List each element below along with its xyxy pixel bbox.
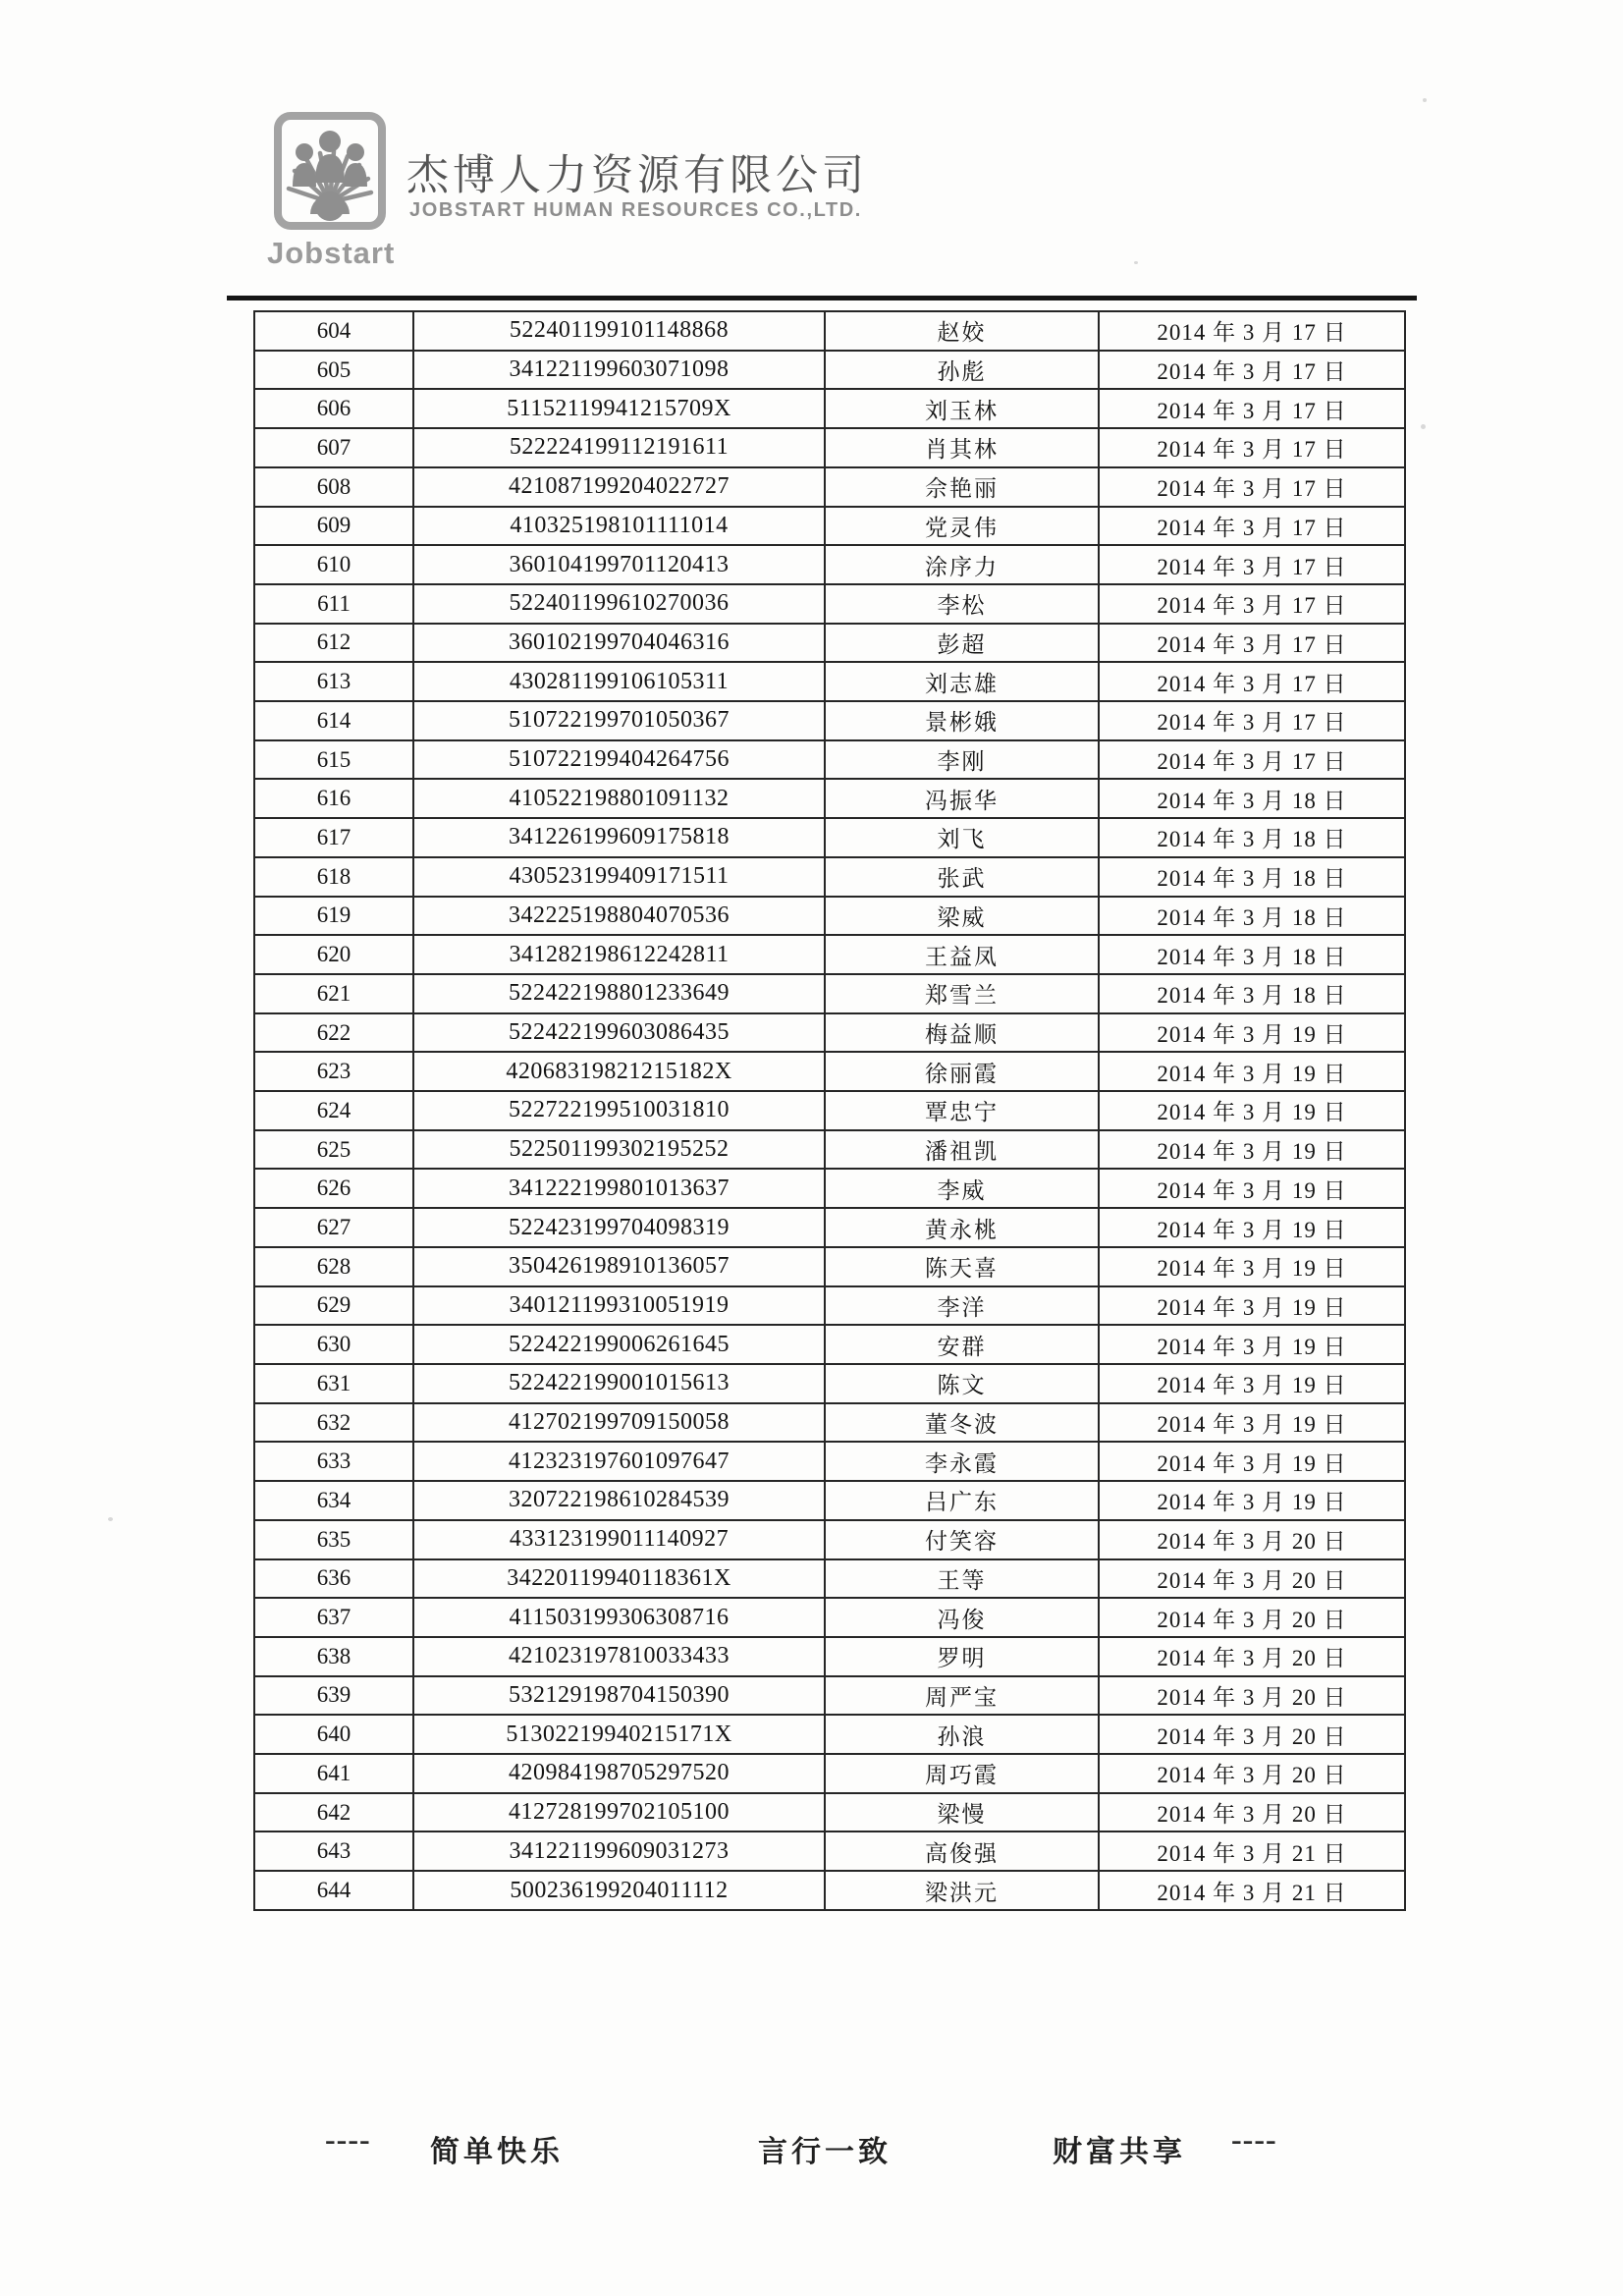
id-number-cell: 350426198910136057: [413, 1247, 825, 1286]
row-number-cell: 631: [254, 1364, 413, 1403]
name-cell: 佘艳丽: [825, 467, 1099, 507]
table-row: [254, 1364, 1405, 1403]
id-number-cell: 412728199702105100: [413, 1793, 825, 1832]
row-number-cell: 637: [254, 1598, 413, 1637]
table-row: [254, 1559, 1405, 1599]
date-cell: 2014 年 3 月 19 日: [1099, 1130, 1405, 1170]
id-number-cell: 522422199001015613: [413, 1364, 825, 1403]
scan-speck: [1423, 98, 1427, 102]
table-row: [254, 1442, 1405, 1481]
date-cell: 2014 年 3 月 21 日: [1099, 1871, 1405, 1910]
table-row: [254, 624, 1405, 663]
date-cell: 2014 年 3 月 19 日: [1099, 1091, 1405, 1130]
date-cell: 2014 年 3 月 17 日: [1099, 507, 1405, 546]
name-cell: 彭超: [825, 624, 1099, 663]
date-cell: 2014 年 3 月 18 日: [1099, 897, 1405, 936]
table-row: [254, 1091, 1405, 1130]
name-cell: 陈天喜: [825, 1247, 1099, 1286]
table-row: [254, 507, 1405, 546]
row-number-cell: 634: [254, 1481, 413, 1520]
name-cell: 刘志雄: [825, 662, 1099, 701]
row-number-cell: 627: [254, 1208, 413, 1247]
table-row: [254, 311, 1405, 351]
id-number-cell: 522422199006261645: [413, 1325, 825, 1364]
row-number-cell: 624: [254, 1091, 413, 1130]
table-row: [254, 701, 1405, 740]
table-row: [254, 1325, 1405, 1364]
id-number-cell: 342225198804070536: [413, 897, 825, 936]
row-number-cell: 618: [254, 857, 413, 897]
date-cell: 2014 年 3 月 19 日: [1099, 1208, 1405, 1247]
footer-motto-3: 财富共享: [1053, 2136, 1186, 2168]
row-number-cell: 611: [254, 584, 413, 624]
date-cell: 2014 年 3 月 17 日: [1099, 701, 1405, 740]
row-number-cell: 617: [254, 818, 413, 857]
date-cell: 2014 年 3 月 17 日: [1099, 545, 1405, 584]
row-number-cell: 609: [254, 507, 413, 546]
name-cell: 王益凤: [825, 935, 1099, 974]
date-cell: 2014 年 3 月 17 日: [1099, 428, 1405, 467]
name-cell: 李洋: [825, 1286, 1099, 1326]
id-number-cell: 341221199609031273: [413, 1831, 825, 1871]
table-row: [254, 740, 1405, 780]
id-number-cell: 522422198801233649: [413, 974, 825, 1013]
table-row: [254, 935, 1405, 974]
table-row: [254, 351, 1405, 390]
table-row: [254, 897, 1405, 936]
row-number-cell: 610: [254, 545, 413, 584]
row-number-cell: 636: [254, 1559, 413, 1599]
name-cell: 梁威: [825, 897, 1099, 936]
date-cell: 2014 年 3 月 20 日: [1099, 1715, 1405, 1754]
date-cell: 2014 年 3 月 17 日: [1099, 311, 1405, 351]
row-number-cell: 642: [254, 1793, 413, 1832]
table-row: [254, 1598, 1405, 1637]
date-cell: 2014 年 3 月 20 日: [1099, 1676, 1405, 1716]
date-cell: 2014 年 3 月 20 日: [1099, 1637, 1405, 1676]
row-number-cell: 643: [254, 1831, 413, 1871]
name-cell: 党灵伟: [825, 507, 1099, 546]
name-cell: 付笑容: [825, 1520, 1099, 1559]
row-number-cell: 626: [254, 1169, 413, 1208]
id-number-cell: 360102199704046316: [413, 624, 825, 663]
row-number-cell: 615: [254, 740, 413, 780]
horizontal-rule: [227, 296, 1417, 301]
row-number-cell: 623: [254, 1052, 413, 1091]
row-number-cell: 605: [254, 351, 413, 390]
date-cell: 2014 年 3 月 19 日: [1099, 1442, 1405, 1481]
name-cell: 郑雪兰: [825, 974, 1099, 1013]
table-row: [254, 1247, 1405, 1286]
table-row: [254, 974, 1405, 1013]
id-number-cell: 510722199404264756: [413, 740, 825, 780]
row-number-cell: 614: [254, 701, 413, 740]
footer-dash-left: ----: [325, 2121, 371, 2157]
date-cell: 2014 年 3 月 19 日: [1099, 1052, 1405, 1091]
id-number-cell: 522401199101148868: [413, 311, 825, 351]
id-number-cell: 522422199603086435: [413, 1013, 825, 1053]
id-number-cell: 532129198704150390: [413, 1676, 825, 1716]
table-row: [254, 1208, 1405, 1247]
name-cell: 安群: [825, 1325, 1099, 1364]
id-number-cell: 341282198612242811: [413, 935, 825, 974]
jobstart-logo: [273, 112, 387, 232]
id-number-cell: 500236199204011112: [413, 1871, 825, 1910]
id-number-cell: 421087199204022727: [413, 467, 825, 507]
name-cell: 冯振华: [825, 779, 1099, 818]
id-number-cell: 341221199603071098: [413, 351, 825, 390]
date-cell: 2014 年 3 月 19 日: [1099, 1403, 1405, 1443]
row-number-cell: 632: [254, 1403, 413, 1443]
row-number-cell: 628: [254, 1247, 413, 1286]
date-cell: 2014 年 3 月 18 日: [1099, 974, 1405, 1013]
roster-table: [253, 310, 1406, 1911]
row-number-cell: 625: [254, 1130, 413, 1170]
row-number-cell: 641: [254, 1754, 413, 1793]
name-cell: 赵姣: [825, 311, 1099, 351]
roster-table-body: [254, 311, 1405, 1910]
id-number-cell: 51302219940215171X: [413, 1715, 825, 1754]
table-row: [254, 1831, 1405, 1871]
id-number-cell: 34220119940118361X: [413, 1559, 825, 1599]
scan-speck: [1134, 261, 1138, 264]
id-number-cell: 522501199302195252: [413, 1130, 825, 1170]
scan-speck: [1421, 424, 1426, 429]
id-number-cell: 433123199011140927: [413, 1520, 825, 1559]
name-cell: 李威: [825, 1169, 1099, 1208]
row-number-cell: 606: [254, 389, 413, 428]
footer-motto-2: 言行一致: [758, 2136, 892, 2168]
table-row: [254, 1130, 1405, 1170]
name-cell: 刘玉林: [825, 389, 1099, 428]
row-number-cell: 608: [254, 467, 413, 507]
table-row: [254, 1793, 1405, 1832]
row-number-cell: 640: [254, 1715, 413, 1754]
row-number-cell: 612: [254, 624, 413, 663]
id-number-cell: 522224199112191611: [413, 428, 825, 467]
id-number-cell: 430523199409171511: [413, 857, 825, 897]
name-cell: 董冬波: [825, 1403, 1099, 1443]
date-cell: 2014 年 3 月 19 日: [1099, 1364, 1405, 1403]
jobstart-logo-text: Jobstart: [267, 236, 396, 270]
row-number-cell: 638: [254, 1637, 413, 1676]
row-number-cell: 639: [254, 1676, 413, 1716]
row-number-cell: 607: [254, 428, 413, 467]
date-cell: 2014 年 3 月 20 日: [1099, 1793, 1405, 1832]
row-number-cell: 621: [254, 974, 413, 1013]
name-cell: 涂序力: [825, 545, 1099, 584]
date-cell: 2014 年 3 月 17 日: [1099, 389, 1405, 428]
id-number-cell: 42068319821215182X: [413, 1052, 825, 1091]
table-row: [254, 1481, 1405, 1520]
name-cell: 覃忠宁: [825, 1091, 1099, 1130]
date-cell: 2014 年 3 月 21 日: [1099, 1831, 1405, 1871]
id-number-cell: 510722199701050367: [413, 701, 825, 740]
row-number-cell: 635: [254, 1520, 413, 1559]
table-row: [254, 1013, 1405, 1053]
name-cell: 陈文: [825, 1364, 1099, 1403]
date-cell: 2014 年 3 月 18 日: [1099, 779, 1405, 818]
name-cell: 冯俊: [825, 1598, 1099, 1637]
footer-dash-right: ----: [1231, 2121, 1277, 2157]
id-number-cell: 360104199701120413: [413, 545, 825, 584]
date-cell: 2014 年 3 月 18 日: [1099, 857, 1405, 897]
row-number-cell: 633: [254, 1442, 413, 1481]
table-row: [254, 467, 1405, 507]
name-cell: 孙浪: [825, 1715, 1099, 1754]
table-row: [254, 1715, 1405, 1754]
table-row: [254, 779, 1405, 818]
date-cell: 2014 年 3 月 17 日: [1099, 584, 1405, 624]
id-number-cell: 522722199510031810: [413, 1091, 825, 1130]
date-cell: 2014 年 3 月 19 日: [1099, 1247, 1405, 1286]
name-cell: 罗明: [825, 1637, 1099, 1676]
name-cell: 刘飞: [825, 818, 1099, 857]
name-cell: 梅益顺: [825, 1013, 1099, 1053]
name-cell: 孙彪: [825, 351, 1099, 390]
table-row: [254, 1169, 1405, 1208]
date-cell: 2014 年 3 月 20 日: [1099, 1559, 1405, 1599]
date-cell: 2014 年 3 月 18 日: [1099, 818, 1405, 857]
row-number-cell: 620: [254, 935, 413, 974]
name-cell: 李松: [825, 584, 1099, 624]
date-cell: 2014 年 3 月 19 日: [1099, 1481, 1405, 1520]
row-number-cell: 622: [254, 1013, 413, 1053]
table-row: [254, 389, 1405, 428]
id-number-cell: 421023197810033433: [413, 1637, 825, 1676]
id-number-cell: 341226199609175818: [413, 818, 825, 857]
name-cell: 周严宝: [825, 1676, 1099, 1716]
table-row: [254, 818, 1405, 857]
table-row: [254, 1403, 1405, 1443]
id-number-cell: 320722198610284539: [413, 1481, 825, 1520]
name-cell: 张武: [825, 857, 1099, 897]
row-number-cell: 604: [254, 311, 413, 351]
id-number-cell: 340121199310051919: [413, 1286, 825, 1326]
name-cell: 肖其林: [825, 428, 1099, 467]
table-row: [254, 428, 1405, 467]
table-row: [254, 1676, 1405, 1716]
name-cell: 李永霞: [825, 1442, 1099, 1481]
id-number-cell: 420984198705297520: [413, 1754, 825, 1793]
table-row: [254, 1871, 1405, 1910]
table-row: [254, 1286, 1405, 1326]
id-number-cell: 522423199704098319: [413, 1208, 825, 1247]
date-cell: 2014 年 3 月 18 日: [1099, 935, 1405, 974]
date-cell: 2014 年 3 月 20 日: [1099, 1520, 1405, 1559]
id-number-cell: 412702199709150058: [413, 1403, 825, 1443]
table-row: [254, 584, 1405, 624]
row-number-cell: 644: [254, 1871, 413, 1910]
name-cell: 梁洪元: [825, 1871, 1099, 1910]
date-cell: 2014 年 3 月 19 日: [1099, 1013, 1405, 1053]
id-number-cell: 410522198801091132: [413, 779, 825, 818]
name-cell: 梁慢: [825, 1793, 1099, 1832]
date-cell: 2014 年 3 月 19 日: [1099, 1286, 1405, 1326]
table-row: [254, 1637, 1405, 1676]
id-number-cell: 341222199801013637: [413, 1169, 825, 1208]
footer-motto-1: 简单快乐: [430, 2136, 564, 2168]
name-cell: 徐丽霞: [825, 1052, 1099, 1091]
date-cell: 2014 年 3 月 17 日: [1099, 662, 1405, 701]
row-number-cell: 629: [254, 1286, 413, 1326]
id-number-cell: 411503199306308716: [413, 1598, 825, 1637]
company-name-chinese: 杰博人力资源有限公司: [406, 153, 868, 199]
id-number-cell: 410325198101111014: [413, 507, 825, 546]
table-row: [254, 1520, 1405, 1559]
date-cell: 2014 年 3 月 17 日: [1099, 467, 1405, 507]
row-number-cell: 616: [254, 779, 413, 818]
name-cell: 高俊强: [825, 1831, 1099, 1871]
table-row: [254, 545, 1405, 584]
date-cell: 2014 年 3 月 19 日: [1099, 1169, 1405, 1208]
date-cell: 2014 年 3 月 17 日: [1099, 740, 1405, 780]
name-cell: 景彬娥: [825, 701, 1099, 740]
row-number-cell: 613: [254, 662, 413, 701]
row-number-cell: 630: [254, 1325, 413, 1364]
date-cell: 2014 年 3 月 20 日: [1099, 1754, 1405, 1793]
name-cell: 李刚: [825, 740, 1099, 780]
id-number-cell: 522401199610270036: [413, 584, 825, 624]
table-row: [254, 662, 1405, 701]
table-row: [254, 1052, 1405, 1091]
company-name-english: JOBSTART HUMAN RESOURCES CO.,LTD.: [409, 199, 862, 221]
name-cell: 黄永桃: [825, 1208, 1099, 1247]
id-number-cell: 412323197601097647: [413, 1442, 825, 1481]
jobstart-logo-graphic: [273, 112, 387, 232]
date-cell: 2014 年 3 月 19 日: [1099, 1325, 1405, 1364]
id-number-cell: 51152119941215709X: [413, 389, 825, 428]
scan-speck: [108, 1517, 113, 1521]
name-cell: 周巧霞: [825, 1754, 1099, 1793]
date-cell: 2014 年 3 月 17 日: [1099, 351, 1405, 390]
id-number-cell: 430281199106105311: [413, 662, 825, 701]
table-row: [254, 857, 1405, 897]
date-cell: 2014 年 3 月 20 日: [1099, 1598, 1405, 1637]
table-row: [254, 1754, 1405, 1793]
row-number-cell: 619: [254, 897, 413, 936]
date-cell: 2014 年 3 月 17 日: [1099, 624, 1405, 663]
name-cell: 王等: [825, 1559, 1099, 1599]
name-cell: 潘祖凯: [825, 1130, 1099, 1170]
name-cell: 吕广东: [825, 1481, 1099, 1520]
